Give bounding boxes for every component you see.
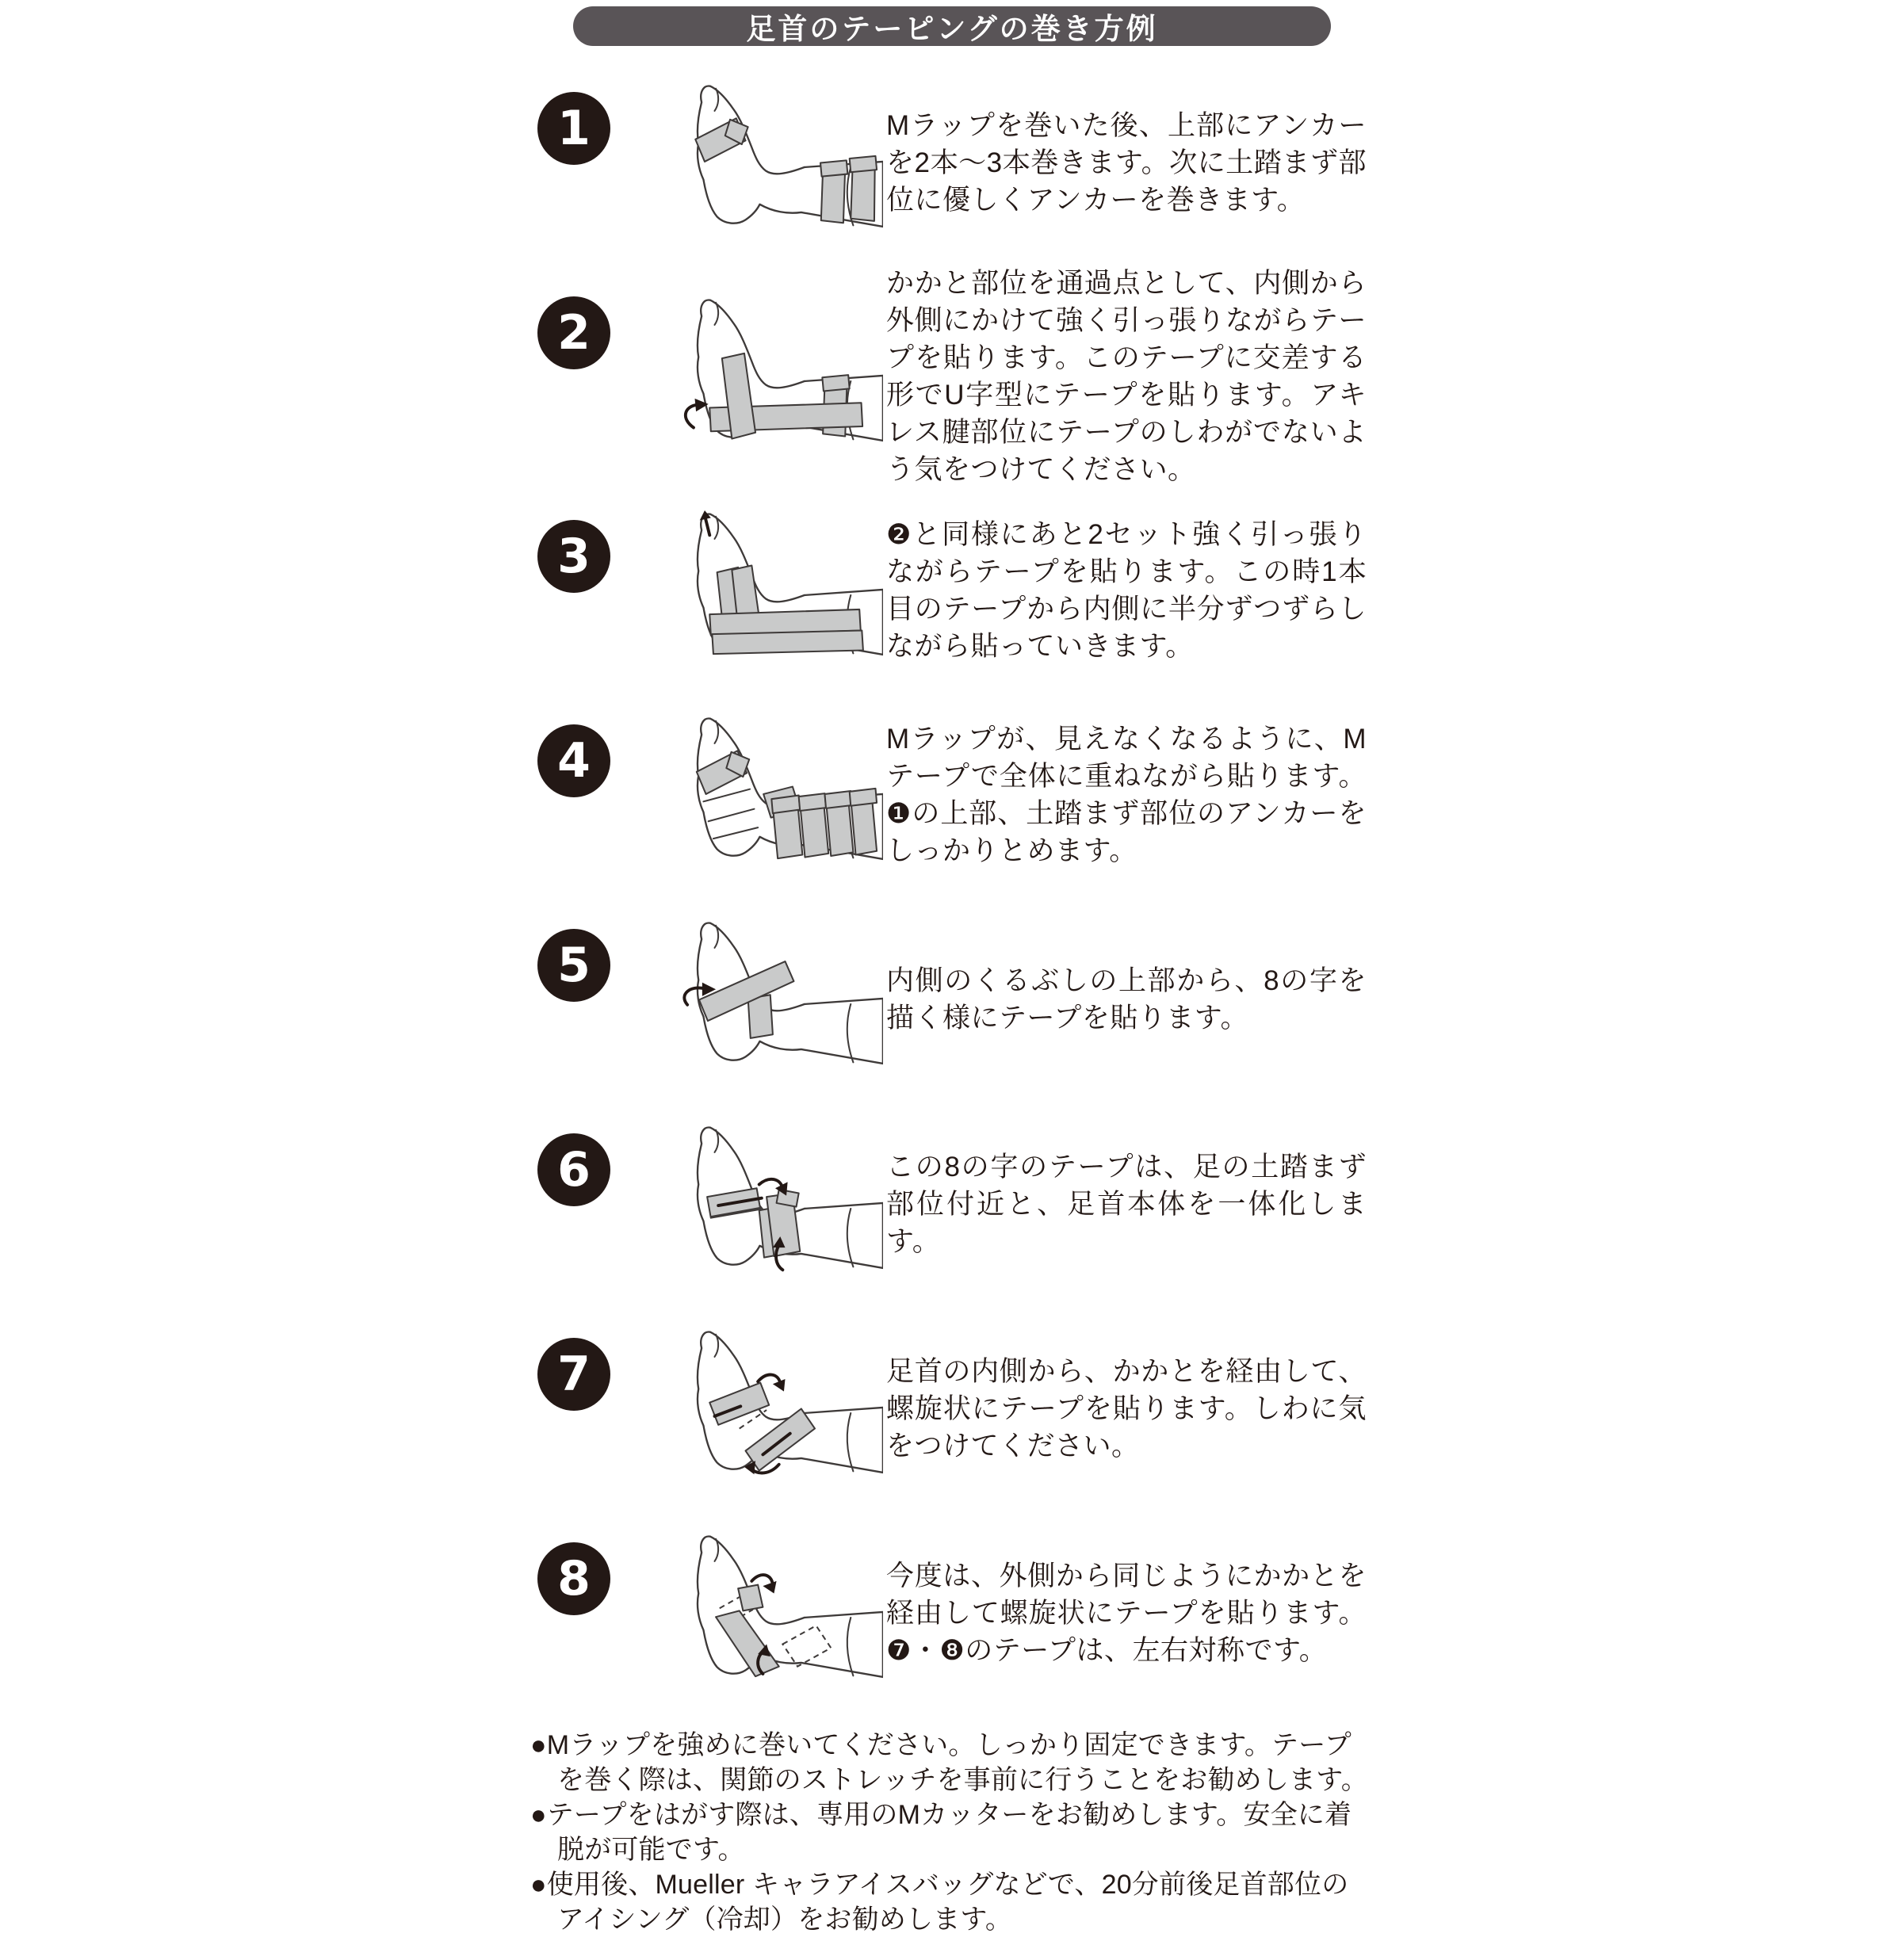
step-row-4 [537, 693, 1367, 897]
note-item-3: ●使用後、Mueller キャラアイスバッグなどで、20分前後足首部位のアイシング（冷却）をお勧めします。 [530, 1870, 1349, 1935]
step-row-2 [537, 265, 1367, 488]
page-title: 足首のテーピングの巻き方例 [573, 6, 1331, 46]
step-3-number-badge: 3 [537, 520, 610, 593]
step-row-5 [537, 897, 1367, 1102]
step-5-foot-tape-illustration [617, 919, 883, 1080]
step-4-text: Mラップが、見えなくなるように、Mテープで全体に重ねながら貼ります。❶の上部、土踏まず部位のアンカーをしっかりとめます。 [886, 724, 1367, 866]
step-5-text: 内側のくるぶしの上部から、8の字を描く様にテープを貼ります。 [886, 965, 1367, 1033]
step-8-number-badge: 8 [537, 1542, 610, 1615]
step-row-6 [537, 1102, 1367, 1306]
step-7-number-badge: 7 [537, 1338, 610, 1411]
step-4-number-badge: 4 [537, 724, 610, 797]
step-2-number-badge: 2 [537, 296, 610, 369]
step-7-text: 足首の内側から、かかとを経由して、螺旋状にテープを貼ります。しわに気をつけてください。 [886, 1355, 1367, 1461]
step-1-text: Mラップを巻いた後、上部にアンカーを2本～3本巻きます。次に土踏まず部位に優しくアンカーを巻きます。 [886, 109, 1367, 216]
step-2-text: かかと部位を通過点として、内側から外側にかけて強く引っ張りながらテープを貼ります。このテープに交差する形でU字型にテープを貼ります。アキレス腱部位にテープのしわがでないよう気をつけてください。 [886, 268, 1367, 485]
step-8-foot-tape-illustration [617, 1533, 883, 1694]
note-item-1: ●Mラップを強めに巻いてください。しっかり固定できます。テープを巻く際は、関節のストレッチを事前に行うことをお勧めします。 [530, 1730, 1368, 1795]
step-6-foot-tape-illustration [617, 1124, 883, 1285]
step-3-text: ❷と同様にあと2セット強く引っ張りながらテープを貼ります。この時1本目のテープから内側に半分ずつずらしながら貼っていきます。 [886, 519, 1367, 662]
taping-instruction-sheet [0, 6, 1904, 1935]
step-row-8 [537, 1511, 1367, 1715]
step-1-foot-tape-illustration [617, 82, 883, 243]
step-3-foot-tape-illustration [617, 510, 883, 671]
note-item-2: ●テープをはがす際は、専用のMカッターをお勧めします。安全に着脱が可能です。 [530, 1800, 1352, 1865]
step-1-number-badge: 1 [537, 92, 610, 165]
notes-list [530, 1728, 1374, 1937]
step-5-number-badge: 5 [537, 929, 610, 1002]
step-2-foot-tape-illustration [617, 296, 883, 457]
step-6-number-badge: 6 [537, 1133, 610, 1206]
step-row-3 [537, 488, 1367, 693]
steps-list [537, 60, 1367, 1715]
step-4-foot-tape-illustration [617, 715, 883, 876]
step-6-text: この8の字のテープは、足の土踏まず部位付近と、足首本体を一体化します。 [886, 1151, 1367, 1257]
step-row-1 [537, 60, 1367, 265]
step-row-7 [537, 1306, 1367, 1511]
step-8-text: 今度は、外側から同じようにかかとを経由して螺旋状にテープを貼ります。❼・❽のテープは、左右対称です。 [886, 1560, 1367, 1666]
step-7-foot-tape-illustration [617, 1328, 883, 1489]
